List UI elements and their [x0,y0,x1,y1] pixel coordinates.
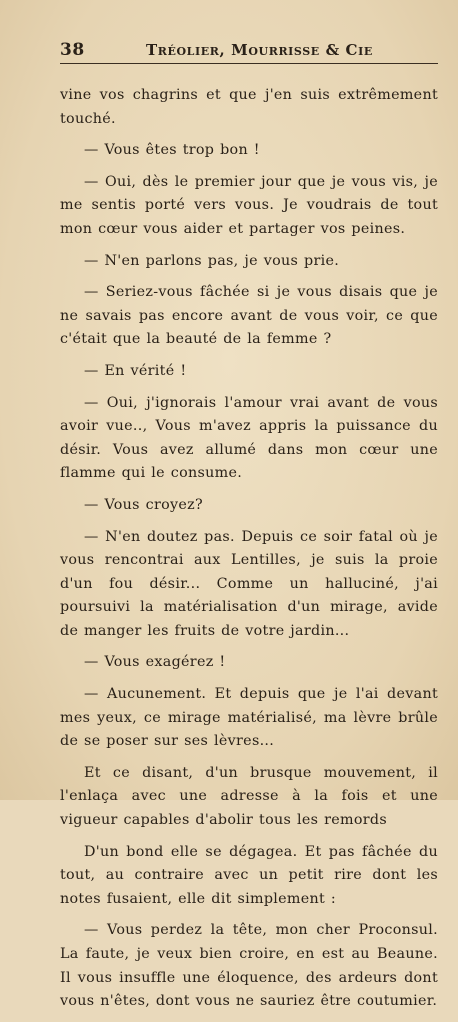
paragraph: D'un bond elle se dégagea. Et pas fâchée du tout, au contraire avec un petit rire dont les notes fusaient, elle dit simplement : [60,843,438,907]
paragraph: — Seriez-vous fâchée si je vous disais que je ne savais pas encore avant de vous voir, ce que c'était que la beauté de la femme ? [60,284,438,348]
paragraph: — En vérité ! [84,362,187,379]
paragraph: — Vous êtes trop bon ! [84,142,260,159]
header-rule [60,63,438,64]
paragraph: — Vous croyez? [84,496,203,513]
paragraph: — Oui, j'ignorais l'amour vrai avant de vous avoir vue.., Vous m'avez appris la puissance du désir. Vous avez allumé dans mon cœur une flamme qui le consume. [60,394,438,482]
page-number: 38 [60,40,85,60]
body-text [60,84,438,1022]
paragraph: — Vous exagérez ! [84,654,226,671]
paragraph: — Aucunement. Et depuis que je l'ai devant mes yeux, ce mirage matérialisé, ma lèvre brûle de se poser sur ses lèvres... [60,686,438,750]
paragraph: — N'en doutez pas. Depuis ce soir fatal où je vous rencontrai aux Lentilles, je suis la proie d'un fou désir... Comme un halluciné, j'ai poursuivi la matérialisation d'un mirage, avide de manger les fruits de votre jardin... [60,528,438,639]
page-header [60,40,438,64]
paragraph: — Oui, dès le premier jour que je vous vis, je me sentis porté vers vous. Je voudrais de tout mon cœur vous aider et partager vos peines. [60,173,438,237]
paragraph: Et ce disant, d'un brusque mouvement, il l'enlaça avec une adresse à la fois et une vigueur capables d'abolir tous les remords [60,764,438,829]
paragraph: — N'en parlons pas, je vous prie. [84,252,340,269]
paragraph: vine vos chagrins et que j'en suis extrêmement touché. [60,87,438,127]
running-head: Tréolier, Mourrisse & Cie [146,41,373,59]
paragraph: — Vous perdez la tête, mon cher Proconsul. La faute, je veux bien croire, en est au Beaune. Il vous insuffle une éloquence, des ardeurs dont vous n'êtes, dont vous ne sauriez être coutumier. [60,922,438,1010]
